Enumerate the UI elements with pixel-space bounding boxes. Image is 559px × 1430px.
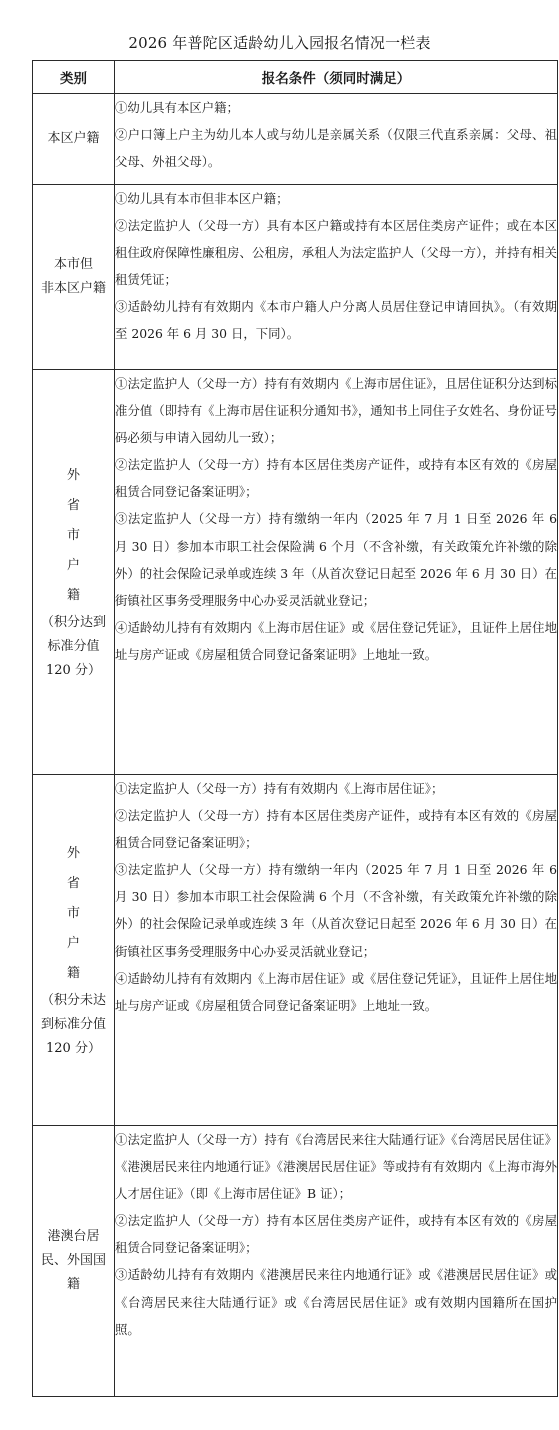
condition-item: ③法定监护人（父母一方）持有缴纳一年内（2025 年 7 月 1 日至 2026 年 6 月 30 日）参加本市职工社会保险满 6 个月（不含补缴，有关政策允许补缴的除外）的社会保险记录单或连续 3 年（从首次登记日起至 2026 年 6 月 30 日）在街镇社区事务受理服务中心办妥灵活就业登记； [115, 862, 557, 959]
table-row [33, 370, 558, 775]
category-char: 市 [66, 528, 80, 543]
category-text: 籍 [66, 1277, 80, 1292]
category-note: 到标准分值 [40, 1017, 106, 1032]
category-cell [33, 370, 115, 775]
table-row [33, 185, 558, 370]
category-cell [33, 185, 115, 370]
table-row [33, 775, 558, 1126]
table-row [33, 94, 558, 185]
category-header: 类别 [33, 61, 115, 94]
category-text: 民、外国国 [40, 1253, 106, 1268]
condition-item: ①幼儿具有本区户籍； [115, 100, 239, 115]
condition-item: ②法定监护人（父母一方）持有本区居住类房产证件，或持有本区有效的《房屋租赁合同登记备案证明》； [115, 1213, 557, 1256]
category-char: 户 [66, 936, 80, 951]
condition-item: ②法定监护人（父母一方）具有本区户籍或持有本区居住类房产证件；或在本区租住政府保障性廉租房、公租房，承租人为法定监护人（父母一方），并持有相关租赁凭证； [115, 218, 557, 288]
category-text: 非本区户籍 [40, 281, 106, 296]
condition-item: ③法定监护人（父母一方）持有缴纳一年内（2025 年 7 月 1 日至 2026 年 6 月 30 日）参加本市职工社会保险满 6 个月（不含补缴，有关政策允许补缴的除外）的社会保险记录单或连续 3 年（从首次登记日起至 2026 年 6 月 30 日）在街镇社区事务受理服务中心办妥灵活就业登记； [115, 511, 557, 608]
category-text: 港澳台居 [47, 1229, 100, 1244]
condition-item: ①法定监护人（父母一方）持有有效期内《上海市居住证》，且居住证积分达到标准分值（即持有《上海市居住证积分通知书》，通知书上同住子女姓名、身份证号码必须与申请入园幼儿一致）； [115, 376, 557, 446]
condition-item: ④适龄幼儿持有有效期内《上海市居住证》或《居住登记凭证》，且证件上居住地址与房产证或《房屋租赁合同登记备案证明》上地址一致。 [115, 619, 557, 662]
category-char: 省 [66, 876, 80, 891]
category-char: 省 [66, 498, 80, 513]
category-char: 外 [66, 468, 80, 483]
category-cell [33, 775, 115, 1126]
category-char: 外 [66, 846, 80, 861]
category-note: 120 分） [46, 1041, 101, 1056]
category-note: 标准分值 [47, 639, 100, 654]
category-char: 籍 [66, 966, 80, 981]
enrollment-table [32, 60, 558, 1397]
header-row [33, 61, 558, 94]
condition-item: ③适龄幼儿持有有效期内《本市户籍人户分离人员居住登记申请回执》。（有效期至 2026 年 6 月 30 日，下同）。 [115, 299, 557, 342]
category-text: 本市但 [53, 257, 93, 272]
conditions-header: 报名条件（须同时满足） [115, 61, 558, 94]
document-title: 2026 年普陀区适龄幼儿入园报名情况一栏表 [128, 34, 431, 52]
category-note: （积分未达 [40, 993, 106, 1008]
conditions-cell [115, 185, 558, 370]
category-note: 120 分） [46, 663, 101, 678]
category-char: 户 [66, 558, 80, 573]
category-cell [33, 94, 115, 185]
condition-item: ①法定监护人（父母一方）持有有效期内《上海市居住证》； [115, 781, 444, 796]
conditions-cell [115, 1126, 558, 1397]
condition-item: ②法定监护人（父母一方）持有本区居住类房产证件，或持有本区有效的《房屋租赁合同登记备案证明》； [115, 457, 557, 500]
condition-item: ②法定监护人（父母一方）持有本区居住类房产证件，或持有本区有效的《房屋租赁合同登记备案证明》； [115, 808, 557, 851]
condition-item: ①幼儿具有本市但非本区户籍； [115, 191, 289, 206]
category-char: 籍 [66, 588, 80, 603]
table-row [33, 1126, 558, 1397]
category-cell [33, 1126, 115, 1397]
conditions-cell [115, 94, 558, 185]
condition-item: ①法定监护人（父母一方）持有《台湾居民来往大陆通行证》《台湾居民居住证》《港澳居民来往内地通行证》《港澳居民居住证》等或持有有效期内《上海市海外人才居住证》（即《上海市居住证》B 证）； [115, 1132, 557, 1202]
category-char: 市 [66, 906, 80, 921]
condition-item: ④适龄幼儿持有有效期内《上海市居住证》或《居住登记凭证》，且证件上居住地址与房产证或《房屋租赁合同登记备案证明》上地址一致。 [115, 970, 557, 1013]
condition-item: ③适龄幼儿持有有效期内《港澳居民来往内地通行证》或《港澳居民居住证》或《台湾居民来往大陆通行证》或《台湾居民居住证》或有效期内国籍所在国护照。 [115, 1267, 557, 1337]
category-text: 本区户籍 [47, 131, 100, 146]
conditions-cell [115, 370, 558, 775]
conditions-cell [115, 775, 558, 1126]
condition-item: ②户口簿上户主为幼儿本人或与幼儿是亲属关系（仅限三代直系亲属：父母、祖父母、外祖父母）。 [115, 127, 557, 170]
category-note: （积分达到 [40, 615, 106, 630]
